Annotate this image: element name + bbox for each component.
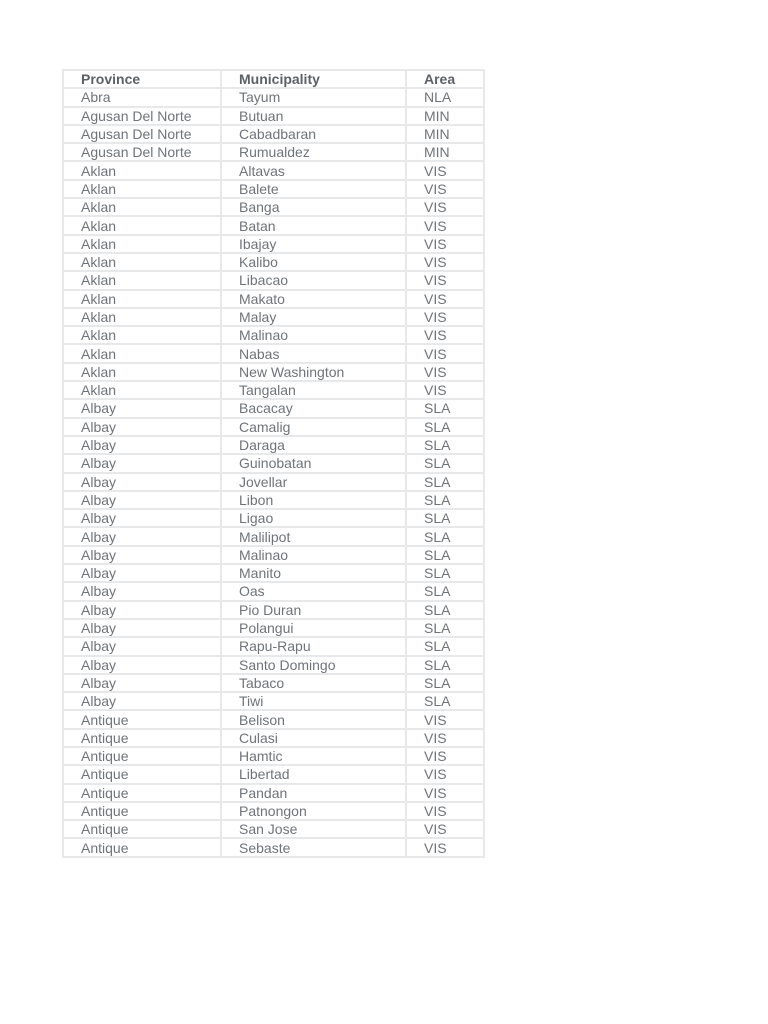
province-cell: Albay (63, 692, 221, 710)
table-row (63, 454, 484, 472)
area-cell: MIN (406, 143, 484, 161)
area-cell: VIS (406, 802, 484, 820)
province-cell: Aklan (63, 161, 221, 179)
province-cell: Albay (63, 637, 221, 655)
province-cell: Antique (63, 838, 221, 856)
area-cell: VIS (406, 308, 484, 326)
area-cell: NLA (406, 88, 484, 106)
municipality-cell: Sebaste (221, 838, 406, 856)
table-row (63, 161, 484, 179)
table-row (63, 344, 484, 362)
province-cell: Albay (63, 436, 221, 454)
municipality-cell: Polangui (221, 619, 406, 637)
area-cell: SLA (406, 418, 484, 436)
area-cell: MIN (406, 125, 484, 143)
table-row (63, 784, 484, 802)
province-cell: Albay (63, 491, 221, 509)
area-cell: VIS (406, 253, 484, 271)
area-cell: VIS (406, 710, 484, 728)
area-cell: SLA (406, 637, 484, 655)
municipality-cell: Pio Duran (221, 601, 406, 619)
municipality-cell: Malinao (221, 326, 406, 344)
area-cell: SLA (406, 582, 484, 600)
province-cell: Aklan (63, 198, 221, 216)
area-cell: VIS (406, 161, 484, 179)
area-cell: VIS (406, 729, 484, 747)
table-row (63, 436, 484, 454)
province-cell: Aklan (63, 290, 221, 308)
area-cell: VIS (406, 235, 484, 253)
table-row (63, 143, 484, 161)
province-cell: Aklan (63, 271, 221, 289)
area-cell: VIS (406, 271, 484, 289)
municipality-cell: San Jose (221, 820, 406, 838)
table-body (63, 88, 484, 856)
table-row (63, 765, 484, 783)
province-cell: Albay (63, 674, 221, 692)
area-cell: VIS (406, 765, 484, 783)
province-cell: Agusan Del Norte (63, 107, 221, 125)
table-row (63, 564, 484, 582)
table-row (63, 271, 484, 289)
municipality-cell: Rumualdez (221, 143, 406, 161)
municipality-cell: Hamtic (221, 747, 406, 765)
municipality-cell: Malilipot (221, 527, 406, 545)
table-row (63, 692, 484, 710)
area-cell: SLA (406, 527, 484, 545)
table-row (63, 582, 484, 600)
province-cell: Aklan (63, 363, 221, 381)
area-cell: SLA (406, 546, 484, 564)
area-cell: VIS (406, 838, 484, 856)
province-cell: Aklan (63, 235, 221, 253)
province-column-header: Province (63, 70, 221, 88)
municipality-cell: Jovellar (221, 473, 406, 491)
area-cell: VIS (406, 326, 484, 344)
table-row (63, 418, 484, 436)
province-cell: Antique (63, 784, 221, 802)
area-cell: SLA (406, 399, 484, 417)
province-cell: Albay (63, 454, 221, 472)
table-row (63, 656, 484, 674)
table-row (63, 619, 484, 637)
municipality-cell: Tabaco (221, 674, 406, 692)
province-cell: Antique (63, 747, 221, 765)
municipality-cell: Cabadbaran (221, 125, 406, 143)
table-row (63, 509, 484, 527)
table-row (63, 546, 484, 564)
area-cell: VIS (406, 784, 484, 802)
municipality-cell: Culasi (221, 729, 406, 747)
area-cell: SLA (406, 436, 484, 454)
table-row (63, 473, 484, 491)
table-row (63, 381, 484, 399)
area-cell: VIS (406, 180, 484, 198)
province-cell: Agusan Del Norte (63, 143, 221, 161)
province-cell: Aklan (63, 381, 221, 399)
province-cell: Antique (63, 729, 221, 747)
table-row (63, 290, 484, 308)
province-cell: Aklan (63, 308, 221, 326)
area-cell: VIS (406, 290, 484, 308)
municipality-cell: Banga (221, 198, 406, 216)
municipality-cell: Libacao (221, 271, 406, 289)
municipality-cell: Manito (221, 564, 406, 582)
table-row (63, 729, 484, 747)
table-row (63, 308, 484, 326)
table-row (63, 601, 484, 619)
area-cell: SLA (406, 564, 484, 582)
table-row (63, 216, 484, 234)
municipality-cell: Libon (221, 491, 406, 509)
municipality-cell: Kalibo (221, 253, 406, 271)
municipality-cell: Camalig (221, 418, 406, 436)
table-row (63, 747, 484, 765)
province-cell: Aklan (63, 344, 221, 362)
table-row (63, 491, 484, 509)
province-cell: Antique (63, 710, 221, 728)
municipality-cell: Tiwi (221, 692, 406, 710)
table-row (63, 399, 484, 417)
table-row (63, 125, 484, 143)
municipality-cell: Tangalan (221, 381, 406, 399)
table-header-row (63, 70, 484, 88)
area-cell: SLA (406, 674, 484, 692)
municipality-cell: Rapu-Rapu (221, 637, 406, 655)
area-cell: VIS (406, 216, 484, 234)
municipality-cell: Guinobatan (221, 454, 406, 472)
province-cell: Albay (63, 399, 221, 417)
area-cell: SLA (406, 601, 484, 619)
municipality-table (62, 69, 485, 858)
table-row (63, 838, 484, 856)
table-row (63, 180, 484, 198)
table-row (63, 107, 484, 125)
province-cell: Albay (63, 582, 221, 600)
municipality-cell: Pandan (221, 784, 406, 802)
municipality-cell: Altavas (221, 161, 406, 179)
municipality-cell: Belison (221, 710, 406, 728)
province-cell: Antique (63, 765, 221, 783)
province-cell: Albay (63, 546, 221, 564)
province-cell: Aklan (63, 180, 221, 198)
area-cell: SLA (406, 473, 484, 491)
municipality-cell: Nabas (221, 344, 406, 362)
municipality-cell: Butuan (221, 107, 406, 125)
municipality-cell: Libertad (221, 765, 406, 783)
municipality-cell: Bacacay (221, 399, 406, 417)
municipality-cell: Makato (221, 290, 406, 308)
area-column-header: Area (406, 70, 484, 88)
area-cell: VIS (406, 344, 484, 362)
municipality-cell: Tayum (221, 88, 406, 106)
area-cell: VIS (406, 820, 484, 838)
province-cell: Aklan (63, 216, 221, 234)
table-row (63, 326, 484, 344)
table-row (63, 527, 484, 545)
table-row (63, 710, 484, 728)
province-cell: Albay (63, 527, 221, 545)
area-cell: SLA (406, 491, 484, 509)
municipality-cell: Daraga (221, 436, 406, 454)
table-row (63, 820, 484, 838)
table-row (63, 198, 484, 216)
province-cell: Albay (63, 601, 221, 619)
table-row (63, 802, 484, 820)
province-cell: Albay (63, 473, 221, 491)
province-cell: Albay (63, 509, 221, 527)
municipality-column-header: Municipality (221, 70, 406, 88)
municipality-cell: Ligao (221, 509, 406, 527)
province-cell: Antique (63, 820, 221, 838)
table-row (63, 363, 484, 381)
table-row (63, 637, 484, 655)
municipality-cell: Malay (221, 308, 406, 326)
area-cell: SLA (406, 692, 484, 710)
table-row (63, 88, 484, 106)
province-cell: Albay (63, 564, 221, 582)
area-cell: SLA (406, 619, 484, 637)
province-cell: Agusan Del Norte (63, 125, 221, 143)
municipality-cell: Santo Domingo (221, 656, 406, 674)
municipality-cell: Patnongon (221, 802, 406, 820)
province-cell: Aklan (63, 253, 221, 271)
province-cell: Abra (63, 88, 221, 106)
province-cell: Antique (63, 802, 221, 820)
table-row (63, 674, 484, 692)
province-cell: Albay (63, 418, 221, 436)
area-cell: SLA (406, 509, 484, 527)
area-cell: SLA (406, 454, 484, 472)
table-row (63, 235, 484, 253)
municipality-cell: Malinao (221, 546, 406, 564)
area-cell: VIS (406, 198, 484, 216)
area-cell: SLA (406, 656, 484, 674)
area-cell: MIN (406, 107, 484, 125)
municipality-cell: New Washington (221, 363, 406, 381)
municipality-cell: Balete (221, 180, 406, 198)
table-row (63, 253, 484, 271)
municipality-cell: Batan (221, 216, 406, 234)
area-cell: VIS (406, 381, 484, 399)
province-cell: Albay (63, 656, 221, 674)
municipality-cell: Oas (221, 582, 406, 600)
area-cell: VIS (406, 747, 484, 765)
province-cell: Albay (63, 619, 221, 637)
province-cell: Aklan (63, 326, 221, 344)
area-cell: VIS (406, 363, 484, 381)
municipality-cell: Ibajay (221, 235, 406, 253)
